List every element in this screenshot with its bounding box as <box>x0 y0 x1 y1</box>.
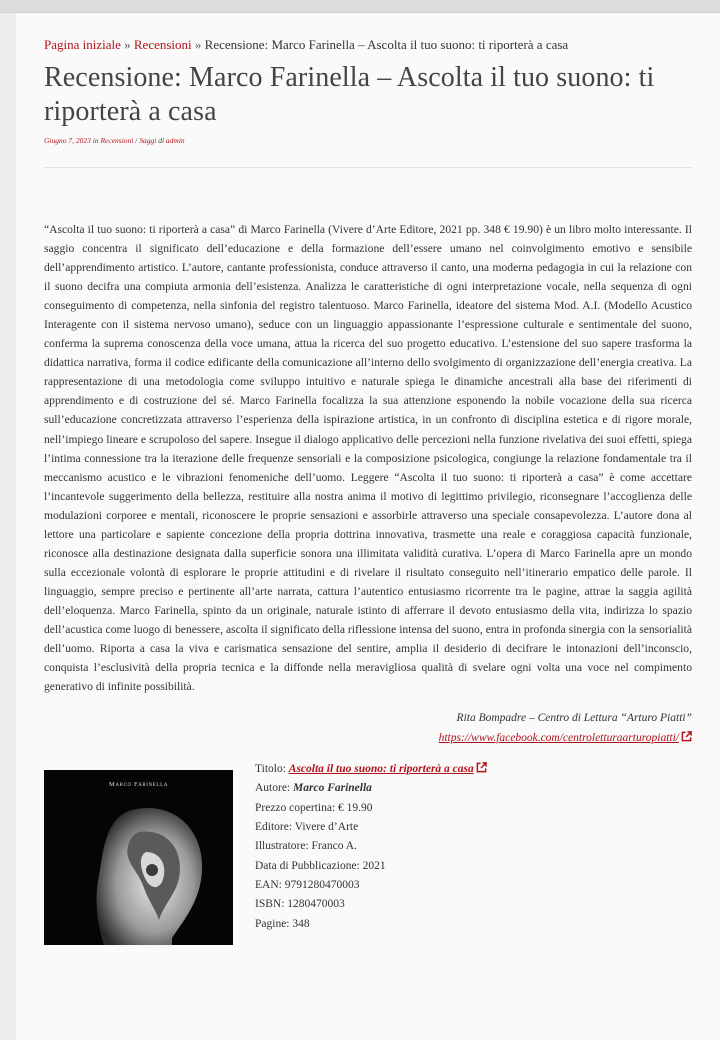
meta-by-word: di <box>158 136 165 145</box>
post-title: Recensione: Marco Farinella – Ascolta il tuo suono: ti riporterà a casa <box>44 62 655 127</box>
detail-author-value: Marco Farinella <box>293 782 372 795</box>
post-author-link[interactable]: admin <box>165 136 185 145</box>
detail-illustrator: Illustratore: Franco A. <box>255 840 357 853</box>
detail-publisher: Editore: Vivere d’Arte <box>255 821 359 834</box>
detail-ean: EAN: 9791280470003 <box>255 878 360 891</box>
book-info <box>44 760 692 960</box>
detail-author-label: Autore: <box>255 782 294 795</box>
facebook-link[interactable]: https://www.facebook.com/centroletturaarturopiatti/ <box>438 732 679 745</box>
category-link-saggi[interactable]: Saggi <box>139 136 157 145</box>
detail-title-label: Titolo: <box>255 763 289 776</box>
detail-isbn: ISBN: 1280470003 <box>255 898 345 911</box>
post-meta <box>44 136 692 145</box>
meta-in-word: in <box>92 136 99 145</box>
post-date: Giugno 7, 2023 <box>44 136 91 145</box>
breadcrumb-separator: » <box>120 37 134 52</box>
breadcrumb-section-link[interactable]: Recensioni <box>133 37 192 52</box>
review-body: “Ascolta il tuo suono: ti riporterà a casa” di Marco Farinella (Vivere d’Arte Editore, 2021 pp. 348 € 19.90) è un libro molto interessante. Il saggio concentra il significato dell’educazione e della formazione dell’essere umano nel coinvolgimento emotivo e sensibile dell’apprendimento artistico. L’autore, cantante professionista, conduce attraverso il canto, una moderna pedagogia in cui la relazione con il suono decifra una compiuta armonia dell’esistenza. Analizza le caratteristiche di ogni interpretazione vocale, nella sequenza di ogni conseguimento di competenza, nella sinfonia del registro talentuoso. Marco Farinella, ideatore del sistema Mod. A.I. (Modello Acustico Interagente con il sistema nervoso umano), seduce con un linguaggio appassionante l’espressione culturale e sentimentale del suono, conferma la suprema conoscenza della voce umana, attua la ricerca del suo progetto educativo. L’estensione del suo sapere trasforma la didattica narrativa, forma il codice edificante della comunicazione all’interno dello svolgimento di organizzazione dell’energia creativa. La rappresentazione di una metodologia come sviluppo intuitivo e naturale spiega le dinamiche ancestrali alla base dei riferimenti di apprendimento e di costruzione del sé. Marco Farinella focalizza la sua attenzione esponendo la nobile vocazione della sua ricerca sull’educazione concretizzata attraverso l’esperienza della ispirazione artistica, in un confronto di disciplina estetica e di rigore morale, nell’impiego lineare e scrupoloso del sapere. Insegue il dialogo applicativo delle percezioni nella funzione rivelativa dei suoi effetti, spiega l’intima connessione tra la iterazione delle frequenze sensoriali e la composizione psicologica, congiunge la relazione fondamentale tra il meccanismo acustico e le vibrazioni fenomeniche dell’uomo. Leggere “Ascolta il tuo suono: ti riporterà a casa” è come accettare l’incantevole suggerimento della bellezza, restituire alla nostra anima il motivo di legittimo privilegio, riconsegnare l’accoglienza delle modulazioni corporee e mentali, riconoscere le proprie sensazioni e assorbirle attraverso una speciale consapevolezza. L’autore dona al lettore una particolare e sapiente concezione della propria dottrina innovativa, trasmette una reale e coraggiosa capacità funzionale, riconosce alla destinazione designata dalla superficie sonora una illimitata validità curativa. L’opera di Marco Farinella apre un mondo sulla eccezionale volontà di esplorare le proprie attitudini e di rivelare il risultato conseguito nell’itinerario empatico delle parole. Il linguaggio, sempre preciso e pertinente all’arte narrata, cattura l’autentico entusiasmo ricorrente tra le pagine, attrae la saggia agilità dell’eloquenza. Marco Farinella, spinto da un originale, naturale istinto di afferrare il devoto entusiasmo della vita, indirizza lo spazio dell’acustica come luogo di benessere, ascolta il significato della riflessione intensa del suono, entra in profonda sinergia con la sensorialità dell’uomo. Riporta a casa la viva e carismatica sensazione del sentire, amplia il desiderio di decifrare le intonazioni dell’inconscio, conquista l’esclusività della propria tecnica e la diffonde nella meravigliosa qualità di svelare ogni volta una voce nel compimento generativo di infinite possibilità. <box>44 223 692 694</box>
detail-pubdate: Data di Pubblicazione: 2021 <box>255 859 386 872</box>
external-link-icon <box>476 762 487 773</box>
signature-line: Rita Bompadre – Centro di Lettura “Arturo Piatti” <box>456 712 692 725</box>
breadcrumb-current: Recensione: Marco Farinella – Ascolta il tuo suono: ti riporterà a casa <box>204 37 569 52</box>
detail-author-row <box>255 779 487 798</box>
book-title-link[interactable]: Ascolta il tuo suono: ti riporterà a casa <box>288 763 474 776</box>
book-details <box>255 760 487 934</box>
breadcrumb-separator: » <box>191 37 205 52</box>
book-cover-image <box>44 770 233 945</box>
cover-author-name: Marco Farinella <box>109 781 168 789</box>
title-divider <box>44 167 692 168</box>
detail-pages: Pagine: 348 <box>255 917 310 930</box>
detail-title-row <box>255 760 487 779</box>
breadcrumb <box>44 37 692 53</box>
category-separator: / <box>133 136 140 145</box>
browser-top-strip <box>0 0 720 13</box>
breadcrumb-home-link[interactable]: Pagina iniziale <box>44 37 121 52</box>
review-signature <box>44 708 692 748</box>
article-page <box>16 13 720 1040</box>
ear-illustration <box>44 770 233 945</box>
external-link-icon <box>681 731 692 742</box>
detail-price: Prezzo copertina: € 19.90 <box>255 801 373 814</box>
category-link-recensioni[interactable]: Recensioni <box>100 136 134 145</box>
